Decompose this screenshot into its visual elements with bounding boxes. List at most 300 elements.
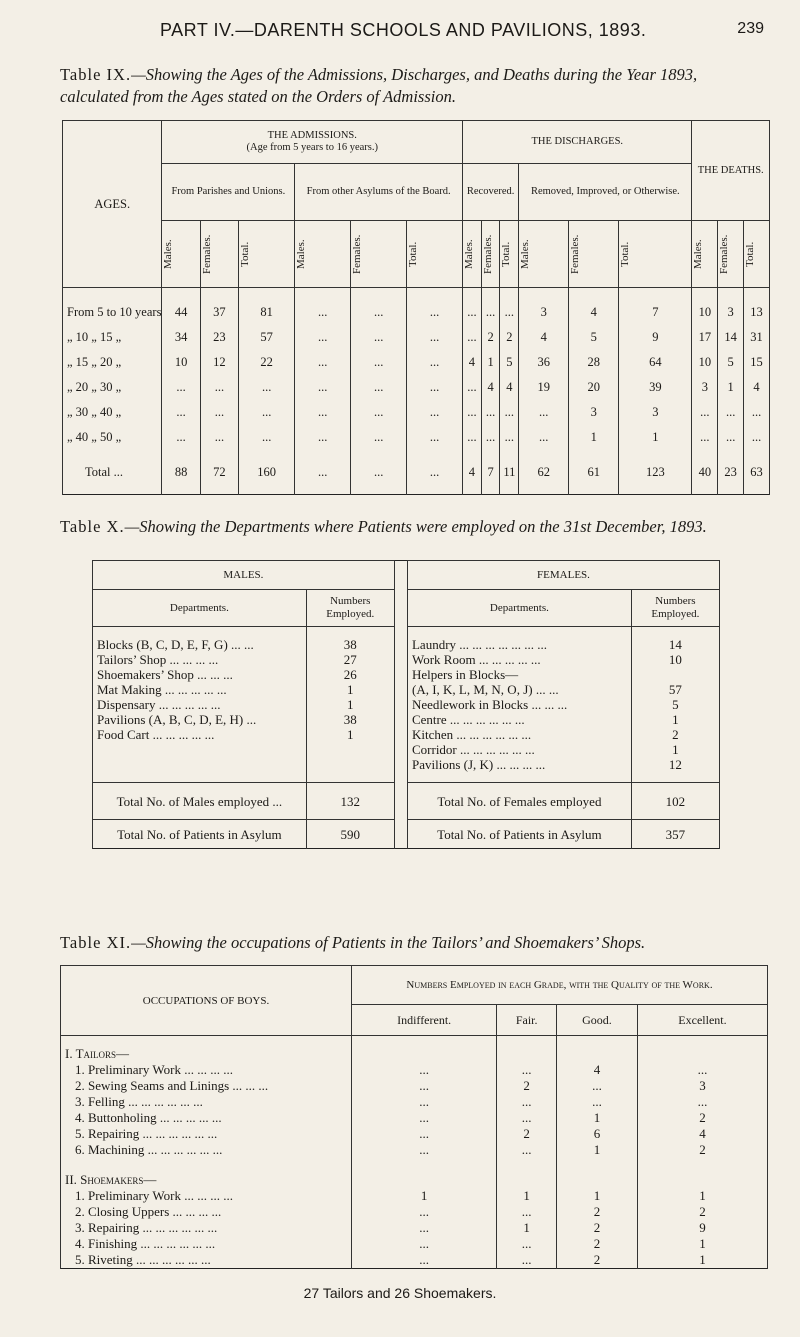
cell-value: 5 <box>569 325 619 350</box>
males-header: MALES. <box>93 561 395 590</box>
cell-value: 14 <box>718 325 744 350</box>
total-value: 7 <box>481 450 500 495</box>
cell-value: ... <box>351 400 407 425</box>
occupation-row <box>61 1236 768 1252</box>
department-row <box>93 652 720 667</box>
cell-value: ... <box>239 400 295 425</box>
male-department <box>93 757 307 772</box>
department-row <box>93 712 720 727</box>
cell-value: ... <box>463 425 482 450</box>
cell-value: 4 <box>463 350 482 375</box>
total-males-employed-label: Total No. of Males employed ... <box>93 783 307 820</box>
cell-value: ... <box>463 288 482 326</box>
grade-count: 4 <box>557 1062 638 1078</box>
table11-occupations <box>60 965 768 1269</box>
cell-value: ... <box>463 325 482 350</box>
cell-value: 4 <box>481 375 500 400</box>
male-department <box>93 742 307 757</box>
table9-label: Table IX. <box>60 65 132 84</box>
asylums-header: From other Asylums of the Board. <box>295 164 463 221</box>
table10-label: Table X. <box>60 517 125 536</box>
age-row <box>63 325 770 350</box>
cell-value: 23 <box>200 325 238 350</box>
table11-body <box>61 1036 768 1269</box>
removed-header: Removed, Improved, or Otherwise. <box>519 164 692 221</box>
cell-value: ... <box>407 325 463 350</box>
grade-count: ... <box>637 1062 767 1078</box>
cell-value: 57 <box>239 325 295 350</box>
table9-admissions-discharges-deaths <box>62 120 770 495</box>
grade-count: 6 <box>557 1126 638 1142</box>
grade-count: 1 <box>557 1142 638 1158</box>
age-range: From 5 to 10 years <box>63 288 162 326</box>
cell-value: ... <box>500 288 519 326</box>
cell-value: ... <box>200 425 238 450</box>
occupation-row <box>61 1220 768 1236</box>
grade-count: 1 <box>352 1188 497 1204</box>
department-row <box>93 757 720 772</box>
females-header: FEMALES. <box>407 561 719 590</box>
cell-value: ... <box>519 400 569 425</box>
cell-value: ... <box>500 400 519 425</box>
grade-count: 2 <box>557 1204 638 1220</box>
cell-value: 1 <box>718 375 744 400</box>
male-department: Pavilions (A, B, C, D, E, H) ... <box>93 712 307 727</box>
occupation-name: 5. Riveting ... ... ... ... ... ... <box>61 1252 352 1269</box>
total-value: 123 <box>619 450 692 495</box>
cell-value: 17 <box>692 325 718 350</box>
cell-value: ... <box>239 425 295 450</box>
cell-value: ... <box>295 325 351 350</box>
grade-count: ... <box>352 1220 497 1236</box>
male-count <box>306 742 394 757</box>
discharges-header: THE DISCHARGES. <box>463 121 692 164</box>
cell-value: 10 <box>692 288 718 326</box>
grade-count: 2 <box>497 1078 557 1094</box>
total-value: ... <box>295 450 351 495</box>
cell-value: ... <box>295 288 351 326</box>
male-departments-header: Departments. <box>93 590 307 627</box>
occupation-name: 2. Sewing Seams and Linings ... ... ... <box>61 1078 352 1094</box>
col-females: Females. <box>569 221 619 288</box>
col-females: Females. <box>200 221 238 288</box>
cell-value: ... <box>295 425 351 450</box>
male-department: Food Cart ... ... ... ... ... <box>93 727 307 742</box>
cell-value: 15 <box>744 350 770 375</box>
total-value: 72 <box>200 450 238 495</box>
section-row <box>61 1036 768 1063</box>
grade-count: 1 <box>497 1188 557 1204</box>
table10-caption-text: —Showing the Departments where Patients were employed on the 31st December, 1893. <box>124 517 707 536</box>
cell-value: ... <box>407 375 463 400</box>
occupation-row <box>61 1094 768 1110</box>
cell-value: 36 <box>519 350 569 375</box>
occupation-name: 1. Preliminary Work ... ... ... ... <box>61 1188 352 1204</box>
age-range: „ 20 „ 30 „ <box>63 375 162 400</box>
occupations-header: OCCUPATIONS OF BOYS. <box>61 966 352 1036</box>
page-header <box>0 10 800 40</box>
female-count: 10 <box>631 652 719 667</box>
cell-value: 7 <box>619 288 692 326</box>
col-males: Males. <box>692 221 718 288</box>
cell-value: 4 <box>744 375 770 400</box>
department-row <box>93 742 720 757</box>
grade-count: ... <box>497 1110 557 1126</box>
table10-caption <box>60 516 765 538</box>
parishes-header: From Parishes and Unions. <box>162 164 295 221</box>
cell-value: 20 <box>569 375 619 400</box>
numbers-employed-header: Numbers Employed in each Grade, with the Quality of the Work. <box>352 966 768 1005</box>
age-row <box>63 425 770 450</box>
male-department: Mat Making ... ... ... ... ... <box>93 682 307 697</box>
grade-count: ... <box>352 1142 497 1158</box>
section-row <box>61 1158 768 1188</box>
col-good: Good. <box>557 1005 638 1036</box>
total-employed-row <box>93 783 720 820</box>
cell-value: ... <box>295 350 351 375</box>
total-value: 4 <box>463 450 482 495</box>
grade-count: 2 <box>637 1204 767 1220</box>
grade-count: ... <box>352 1252 497 1269</box>
occupation-row <box>61 1142 768 1158</box>
table10-departments <box>92 560 720 849</box>
total-row <box>63 450 770 495</box>
age-row <box>63 400 770 425</box>
cell-value: ... <box>481 288 500 326</box>
recovered-header: Recovered. <box>463 164 519 221</box>
total-females-asylum-label: Total No. of Patients in Asylum <box>407 820 631 849</box>
female-department: Corridor ... ... ... ... ... ... <box>407 742 631 757</box>
table11-label: Table XI. <box>60 933 132 952</box>
table9-caption <box>60 64 765 108</box>
male-numbers-header: Numbers Employed. <box>306 590 394 627</box>
department-row <box>93 667 720 682</box>
total-value: 62 <box>519 450 569 495</box>
grade-count: ... <box>497 1062 557 1078</box>
female-department: (A, I, K, L, M, N, O, J) ... ... <box>407 682 631 697</box>
grade-count: 4 <box>637 1126 767 1142</box>
col-females: Females. <box>351 221 407 288</box>
cell-value: 2 <box>500 325 519 350</box>
col-excellent: Excellent. <box>637 1005 767 1036</box>
grade-count: ... <box>497 1252 557 1269</box>
grade-count: 2 <box>637 1142 767 1158</box>
col-males: Males. <box>162 221 200 288</box>
male-count: 38 <box>306 712 394 727</box>
female-count: 5 <box>631 697 719 712</box>
cell-value: 37 <box>200 288 238 326</box>
grade-count: ... <box>497 1204 557 1220</box>
cell-value: ... <box>744 425 770 450</box>
cell-value: ... <box>500 425 519 450</box>
male-count: 38 <box>306 627 394 653</box>
col-females: Females. <box>718 221 744 288</box>
page-number: 239 <box>737 20 764 37</box>
total-females-asylum-value: 357 <box>631 820 719 849</box>
cell-value: 81 <box>239 288 295 326</box>
male-count: 1 <box>306 682 394 697</box>
cell-value: 22 <box>239 350 295 375</box>
cell-value: ... <box>351 288 407 326</box>
grade-count: 1 <box>497 1220 557 1236</box>
deaths-header: THE DEATHS. <box>692 121 770 221</box>
cell-value: ... <box>295 400 351 425</box>
age-row <box>63 288 770 326</box>
cell-value: 4 <box>519 325 569 350</box>
female-department: Helpers in Blocks— <box>407 667 631 682</box>
admissions-header <box>162 121 463 164</box>
col-females: Females. <box>481 221 500 288</box>
occupation-name: 3. Repairing ... ... ... ... ... ... <box>61 1220 352 1236</box>
total-value: 88 <box>162 450 200 495</box>
col-total: Total. <box>407 221 463 288</box>
total-value: ... <box>407 450 463 495</box>
cell-value: ... <box>200 400 238 425</box>
cell-value: 10 <box>162 350 200 375</box>
cell-value: 19 <box>519 375 569 400</box>
male-department: Blocks (B, C, D, E, F, G) ... ... <box>93 627 307 653</box>
total-value: 11 <box>500 450 519 495</box>
cell-value: ... <box>744 400 770 425</box>
occupation-row <box>61 1126 768 1142</box>
cell-value: ... <box>239 375 295 400</box>
occupation-name: 4. Buttonholing ... ... ... ... ... <box>61 1110 352 1126</box>
cell-value: ... <box>407 400 463 425</box>
female-department: Needlework in Blocks ... ... ... <box>407 697 631 712</box>
grade-count: 1 <box>637 1236 767 1252</box>
running-title: PART IV.—DARENTH SCHOOLS AND PAVILIONS, 1893. <box>160 20 647 40</box>
col-total: Total. <box>500 221 519 288</box>
male-department: Dispensary ... ... ... ... ... <box>93 697 307 712</box>
male-count: 1 <box>306 727 394 742</box>
total-value: 160 <box>239 450 295 495</box>
grade-count: ... <box>352 1062 497 1078</box>
section-title: II. Shoemakers— <box>61 1158 352 1188</box>
cell-value: 10 <box>692 350 718 375</box>
cell-value: 12 <box>200 350 238 375</box>
table11-caption-text: —Showing the occupations of Patients in the Tailors’ and Shoemakers’ Shops. <box>131 933 646 952</box>
female-count: 1 <box>631 712 719 727</box>
cell-value: 9 <box>619 325 692 350</box>
cell-value: ... <box>407 288 463 326</box>
female-count: 2 <box>631 727 719 742</box>
department-row <box>93 697 720 712</box>
cell-value: 28 <box>569 350 619 375</box>
total-asylum-row <box>93 820 720 849</box>
occupation-row <box>61 1110 768 1126</box>
cell-value: ... <box>162 375 200 400</box>
grade-count: ... <box>352 1110 497 1126</box>
female-departments-header: Departments. <box>407 590 631 627</box>
total-males-employed-value: 132 <box>306 783 394 820</box>
cell-value: ... <box>162 425 200 450</box>
col-males: Males. <box>463 221 482 288</box>
total-value: 40 <box>692 450 718 495</box>
table10-body <box>93 627 720 783</box>
occupation-name: 2. Closing Uppers ... ... ... ... <box>61 1204 352 1220</box>
grade-count: 1 <box>637 1188 767 1204</box>
total-males-asylum-value: 590 <box>306 820 394 849</box>
cell-value: ... <box>463 400 482 425</box>
grade-count: ... <box>557 1078 638 1094</box>
ages-header: AGES. <box>63 121 162 288</box>
cell-value: ... <box>351 375 407 400</box>
col-total: Total. <box>619 221 692 288</box>
cell-value: ... <box>692 400 718 425</box>
cell-value: ... <box>407 425 463 450</box>
occupation-name: 3. Felling ... ... ... ... ... ... <box>61 1094 352 1110</box>
cell-value: ... <box>519 425 569 450</box>
female-numbers-header: Numbers Employed. <box>631 590 719 627</box>
grade-count: 1 <box>637 1252 767 1269</box>
col-total: Total. <box>239 221 295 288</box>
female-department: Pavilions (J, K) ... ... ... ... <box>407 757 631 772</box>
cell-value: ... <box>200 375 238 400</box>
grade-count: 2 <box>497 1126 557 1142</box>
total-label: Total ... <box>63 450 162 495</box>
grade-count: 2 <box>637 1110 767 1126</box>
occupation-row <box>61 1204 768 1220</box>
grade-count: 1 <box>557 1188 638 1204</box>
total-value: 61 <box>569 450 619 495</box>
age-range: „ 15 „ 20 „ <box>63 350 162 375</box>
section-title: I. Tailors— <box>61 1036 352 1063</box>
age-row <box>63 375 770 400</box>
cell-value: 5 <box>718 350 744 375</box>
col-indifferent: Indifferent. <box>352 1005 497 1036</box>
admissions-subtitle: (Age from 5 years to 16 years.) <box>246 142 378 153</box>
cell-value: ... <box>295 375 351 400</box>
admissions-title: THE ADMISSIONS. <box>267 130 357 141</box>
cell-value: 34 <box>162 325 200 350</box>
grade-count: 1 <box>557 1110 638 1126</box>
table9-caption-text: —Showing the Ages of the Admissions, Discharges, and Deaths during the Year 1893, calculated from the Ages stated on the Orders of Admission. <box>60 65 698 106</box>
female-count: 1 <box>631 742 719 757</box>
female-department: Kitchen ... ... ... ... ... ... <box>407 727 631 742</box>
female-count: 14 <box>631 627 719 653</box>
cell-value: 5 <box>500 350 519 375</box>
table9-body <box>63 288 770 495</box>
col-males: Males. <box>519 221 569 288</box>
female-count: 57 <box>631 682 719 697</box>
age-range: „ 40 „ 50 „ <box>63 425 162 450</box>
grade-count: ... <box>352 1078 497 1094</box>
cell-value: 13 <box>744 288 770 326</box>
female-department: Laundry ... ... ... ... ... ... ... <box>407 627 631 653</box>
female-department: Centre ... ... ... ... ... ... <box>407 712 631 727</box>
cell-value: ... <box>481 400 500 425</box>
col-total: Total. <box>744 221 770 288</box>
grade-count: 2 <box>557 1220 638 1236</box>
footer-note: 27 Tailors and 26 Shoemakers. <box>303 1285 497 1301</box>
col-fair: Fair. <box>497 1005 557 1036</box>
male-count: 26 <box>306 667 394 682</box>
grade-count: 2 <box>557 1252 638 1269</box>
cell-value: ... <box>718 400 744 425</box>
col-males: Males. <box>295 221 351 288</box>
cell-value: 3 <box>569 400 619 425</box>
grade-count: 3 <box>637 1078 767 1094</box>
male-count: 1 <box>306 697 394 712</box>
occupation-row <box>61 1188 768 1204</box>
cell-value: 4 <box>569 288 619 326</box>
grade-count: ... <box>557 1094 638 1110</box>
cell-value: 1 <box>619 425 692 450</box>
grade-count: 9 <box>637 1220 767 1236</box>
cell-value: ... <box>407 350 463 375</box>
occupation-name: 6. Machining ... ... ... ... ... ... <box>61 1142 352 1158</box>
age-range: „ 10 „ 15 „ <box>63 325 162 350</box>
female-department: Work Room ... ... ... ... ... <box>407 652 631 667</box>
cell-value: 31 <box>744 325 770 350</box>
male-count <box>306 757 394 772</box>
department-row <box>93 682 720 697</box>
male-department: Tailors’ Shop ... ... ... ... <box>93 652 307 667</box>
total-value: 23 <box>718 450 744 495</box>
cell-value: 2 <box>481 325 500 350</box>
grade-count: ... <box>497 1236 557 1252</box>
cell-value: ... <box>692 425 718 450</box>
total-females-employed-value: 102 <box>631 783 719 820</box>
total-males-asylum-label: Total No. of Patients in Asylum <box>93 820 307 849</box>
total-value: 63 <box>744 450 770 495</box>
cell-value: 3 <box>692 375 718 400</box>
total-females-employed-label: Total No. of Females employed <box>407 783 631 820</box>
cell-value: 1 <box>481 350 500 375</box>
occupation-name: 5. Repairing ... ... ... ... ... ... <box>61 1126 352 1142</box>
female-count <box>631 667 719 682</box>
cell-value: 4 <box>500 375 519 400</box>
occupation-row <box>61 1062 768 1078</box>
grade-count: ... <box>352 1126 497 1142</box>
cell-value: 39 <box>619 375 692 400</box>
age-range: „ 30 „ 40 „ <box>63 400 162 425</box>
cell-value: 3 <box>619 400 692 425</box>
cell-value: ... <box>481 425 500 450</box>
cell-value: ... <box>351 325 407 350</box>
cell-value: 1 <box>569 425 619 450</box>
cell-value: ... <box>351 425 407 450</box>
cell-value: ... <box>162 400 200 425</box>
grade-count: ... <box>497 1094 557 1110</box>
department-row <box>93 627 720 653</box>
grade-count: 2 <box>557 1236 638 1252</box>
cell-value: 64 <box>619 350 692 375</box>
occupation-name: 1. Preliminary Work ... ... ... ... <box>61 1062 352 1078</box>
cell-value: ... <box>351 350 407 375</box>
female-count: 12 <box>631 757 719 772</box>
grade-count: ... <box>637 1094 767 1110</box>
department-row <box>93 727 720 742</box>
male-count: 27 <box>306 652 394 667</box>
occupation-name: 4. Finishing ... ... ... ... ... ... <box>61 1236 352 1252</box>
cell-value: ... <box>463 375 482 400</box>
grade-count: ... <box>352 1236 497 1252</box>
age-row <box>63 350 770 375</box>
grade-count: ... <box>352 1094 497 1110</box>
grade-count: ... <box>352 1204 497 1220</box>
total-value: ... <box>351 450 407 495</box>
cell-value: 44 <box>162 288 200 326</box>
table11-caption <box>60 932 765 954</box>
male-department: Shoemakers’ Shop ... ... ... <box>93 667 307 682</box>
occupation-row <box>61 1252 768 1269</box>
cell-value: 3 <box>519 288 569 326</box>
occupation-row <box>61 1078 768 1094</box>
grade-count: ... <box>497 1142 557 1158</box>
cell-value: ... <box>718 425 744 450</box>
cell-value: 3 <box>718 288 744 326</box>
